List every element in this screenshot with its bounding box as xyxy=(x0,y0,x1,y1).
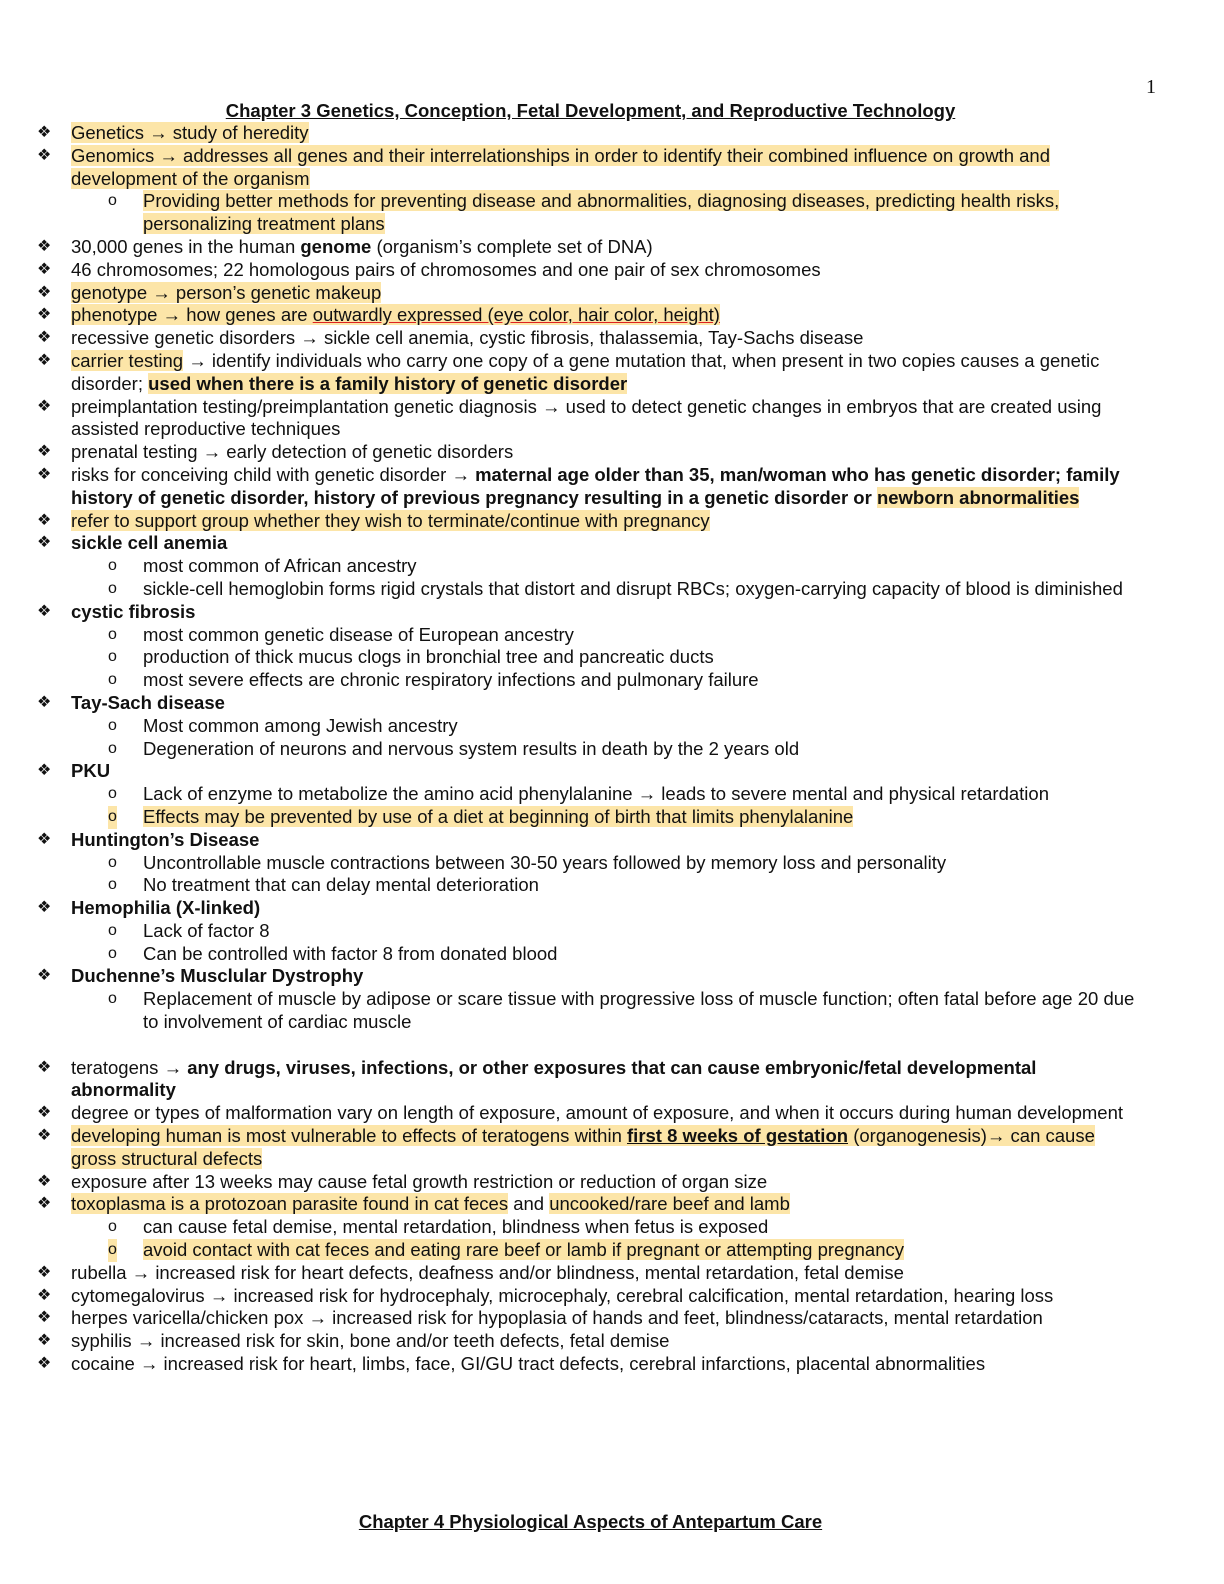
bullet-icon: ❖ xyxy=(37,124,52,141)
notes-list xyxy=(0,122,1224,1376)
list-item: ❖ Genetics → study of heredity xyxy=(37,122,309,143)
bullet-icon: ❖ xyxy=(37,1332,52,1350)
bullet-icon: ❖ xyxy=(37,1127,52,1145)
bullet-icon: ❖ xyxy=(37,260,52,278)
sub-list-item: o Replacement of muscle by adipose or scare tissue with progressive loss of muscle function; often fatal before age 20 due to involvement of cardiac muscle xyxy=(108,988,1135,1033)
list-item: ❖ toxoplasma is a protozoan parasite found in cat feces and uncooked/rare beef and lamb xyxy=(37,1193,790,1215)
list-item: ❖ prenatal testing → early detection of genetic disorders xyxy=(37,441,514,463)
bullet-icon: ❖ xyxy=(37,967,52,985)
bullet-icon: ❖ xyxy=(37,1286,52,1304)
sub-bullet-icon: o xyxy=(108,739,117,757)
list-item: ❖ herpes varicella/chicken pox → increased risk for hypoplasia of hands and feet, blindness/cataracts, mental retardation xyxy=(37,1307,1043,1329)
list-item: ❖ 46 chromosomes; 22 homologous pairs of chromosomes and one pair of sex chromosomes xyxy=(37,258,821,280)
bullet-icon: ❖ xyxy=(37,899,52,917)
sub-list-item: o Degeneration of neurons and nervous system results in death by the 2 years old xyxy=(108,737,800,759)
sub-list-item: o can cause fetal demise, mental retardation, blindness when fetus is exposed xyxy=(108,1216,769,1238)
list-item: ❖ developing human is most vulnerable to effects of teratogens within first 8 weeks of gestation (organogenesis)→ can cause gross structural defects xyxy=(37,1125,1095,1169)
sub-list-item: o Lack of enzyme to metabolize the amino acid phenylalanine → leads to severe mental and physical retardation xyxy=(108,783,1049,805)
sub-bullet-icon: o xyxy=(108,876,117,894)
sub-bullet-icon: o xyxy=(108,579,117,597)
chapter-3-title: Chapter 3 Genetics, Conception, Fetal Development, and Reproductive Technology xyxy=(225,100,956,121)
sub-bullet-icon: o xyxy=(108,990,117,1008)
sub-bullet-icon: o xyxy=(108,557,117,575)
list-item: ❖ refer to support group whether they wish to terminate/continue with pregnancy xyxy=(37,509,710,531)
list-item: ❖ teratogens → any drugs, viruses, infections, or other exposures that can cause embryonic/fetal developmental abnormality xyxy=(37,1056,1037,1101)
sub-list-item: o most common genetic disease of European ancestry xyxy=(108,623,574,645)
list-item: ❖ recessive genetic disorders → sickle cell anemia, cystic fibrosis, thalassemia, Tay-Sachs disease xyxy=(37,327,864,349)
bullet-icon: ❖ xyxy=(37,1355,52,1373)
sub-list-item: o Can be controlled with factor 8 from donated blood xyxy=(108,942,558,964)
list-item: ❖ Tay-Sach disease xyxy=(37,691,225,713)
bullet-icon: ❖ xyxy=(37,329,52,347)
sub-bullet-icon: o xyxy=(108,806,117,829)
sub-bullet-icon: o xyxy=(108,671,117,689)
bullet-icon: ❖ xyxy=(37,1104,52,1122)
list-item: ❖ Hemophilia (X-linked) xyxy=(37,897,261,919)
list-item: ❖ carrier testing → identify individuals who carry one copy of a gene mutation that, when present in two copies causes a genetic disorder; used when there is a family history of genetic disorder xyxy=(37,349,1100,394)
sub-bullet-icon: o xyxy=(108,921,117,939)
sub-bullet-icon: o xyxy=(108,1239,117,1262)
bullet-icon: ❖ xyxy=(37,465,52,483)
bullet-icon: ❖ xyxy=(37,1172,52,1190)
bullet-icon: ❖ xyxy=(37,237,52,255)
page-number: 1 xyxy=(1146,76,1156,98)
bullet-icon: ❖ xyxy=(37,443,52,461)
bullet-icon: ❖ xyxy=(37,534,52,552)
sub-bullet-icon: o xyxy=(108,192,117,210)
bullet-icon: ❖ xyxy=(37,762,52,780)
bullet-icon: ❖ xyxy=(37,602,52,620)
bullet-icon: ❖ xyxy=(37,511,52,529)
list-item: ❖ Genomics → addresses all genes and their interrelationships in order to identify their combined influence on growth and development of the organism xyxy=(37,144,1050,189)
list-item: ❖ phenotype → how genes are outwardly expressed (eye color, hair color, height) xyxy=(37,304,720,326)
bullet-icon: ❖ xyxy=(37,1195,52,1213)
list-item: ❖ 30,000 genes in the human genome (organism’s complete set of DNA) xyxy=(37,235,653,257)
bullet-icon: ❖ xyxy=(37,397,52,415)
sub-bullet-icon: o xyxy=(108,625,117,643)
sub-bullet-icon: o xyxy=(108,785,117,803)
bullet-icon: ❖ xyxy=(37,693,52,711)
list-item: ❖ Duchenne’s Musclular Dystrophy xyxy=(37,965,364,987)
bullet-icon: ❖ xyxy=(37,1058,52,1076)
bullet-icon: ❖ xyxy=(37,146,52,164)
sub-list-item: o Most common among Jewish ancestry xyxy=(108,714,458,736)
list-item: ❖ rubella → increased risk for heart defects, deafness and/or blindness, mental retardation, fetal demise xyxy=(37,1261,904,1283)
sub-bullet-icon: o xyxy=(108,944,117,962)
sub-bullet-icon: o xyxy=(108,648,117,666)
bullet-icon: ❖ xyxy=(37,283,52,301)
sub-list-item: o production of thick mucus clogs in bronchial tree and pancreatic ducts xyxy=(108,646,714,668)
list-item: ❖ degree or types of malformation vary on length of exposure, amount of exposure, and when it occurs during human development xyxy=(37,1102,1124,1124)
list-item: ❖ preimplantation testing/preimplantation genetic diagnosis → used to detect genetic changes in embryos that are created using assisted reproductive techniques xyxy=(37,395,1102,440)
list-item: ❖ exposure after 13 weeks may cause fetal growth restriction or reduction of organ size xyxy=(37,1170,768,1192)
bullet-icon: ❖ xyxy=(37,1263,52,1281)
list-item: ❖ genotype → person’s genetic makeup xyxy=(37,281,382,303)
sub-list-item: o No treatment that can delay mental deterioration xyxy=(108,874,539,896)
sub-list-item: o avoid contact with cat feces and eating rare beef or lamb if pregnant or attempting pregnancy xyxy=(108,1239,905,1261)
list-item: ❖ risks for conceiving child with genetic disorder → maternal age older than 35, man/woman who has genetic disorder; family history of genetic disorder, history of previous pregnancy resulting in a genetic disorder or newborn abnormalities xyxy=(37,463,1120,508)
list-item: ❖ cytomegalovirus → increased risk for hydrocephaly, microcephaly, cerebral calcification, mental retardation, hearing loss xyxy=(37,1284,1054,1306)
bullet-icon: ❖ xyxy=(37,1309,52,1327)
sub-bullet-icon: o xyxy=(108,853,117,871)
sub-list-item: o most severe effects are chronic respiratory infections and pulmonary failure xyxy=(108,669,759,691)
sub-list-item: o Uncontrollable muscle contractions between 30-50 years followed by memory loss and personality xyxy=(108,851,947,873)
list-item: ❖ sickle cell anemia xyxy=(37,532,228,554)
sub-list-item: o Effects may be prevented by use of a diet at beginning of birth that limits phenylalanine xyxy=(108,805,854,827)
sub-bullet-icon: o xyxy=(108,1218,117,1236)
bullet-icon: ❖ xyxy=(37,306,52,324)
sub-list-item: o Providing better methods for preventing disease and abnormalities, diagnosing diseases, predicting health risks, personalizing treatment plans xyxy=(108,190,1060,235)
list-item: ❖ Huntington’s Disease xyxy=(37,828,260,850)
chapter-4-title: Chapter 4 Physiological Aspects of Antepartum Care xyxy=(358,1511,823,1532)
list-item: ❖ cocaine → increased risk for heart, limbs, face, GI/GU tract defects, cerebral infarctions, placental abnormalities xyxy=(37,1353,986,1375)
list-item: ❖ cystic fibrosis xyxy=(37,600,196,622)
sub-list-item: o sickle-cell hemoglobin forms rigid crystals that distort and disrupt RBCs; oxygen-carrying capacity of blood is diminished xyxy=(108,577,1123,599)
sub-bullet-icon: o xyxy=(108,716,117,734)
sub-list-item: o most common of African ancestry xyxy=(108,555,417,577)
spacer xyxy=(0,1034,1224,1057)
list-item: ❖ syphilis → increased risk for skin, bone and/or teeth defects, fetal demise xyxy=(37,1330,670,1352)
bullet-icon: ❖ xyxy=(37,830,52,848)
sub-list-item: o Lack of factor 8 xyxy=(108,919,270,941)
list-item: ❖ PKU xyxy=(37,760,111,782)
bullet-icon: ❖ xyxy=(37,351,52,369)
